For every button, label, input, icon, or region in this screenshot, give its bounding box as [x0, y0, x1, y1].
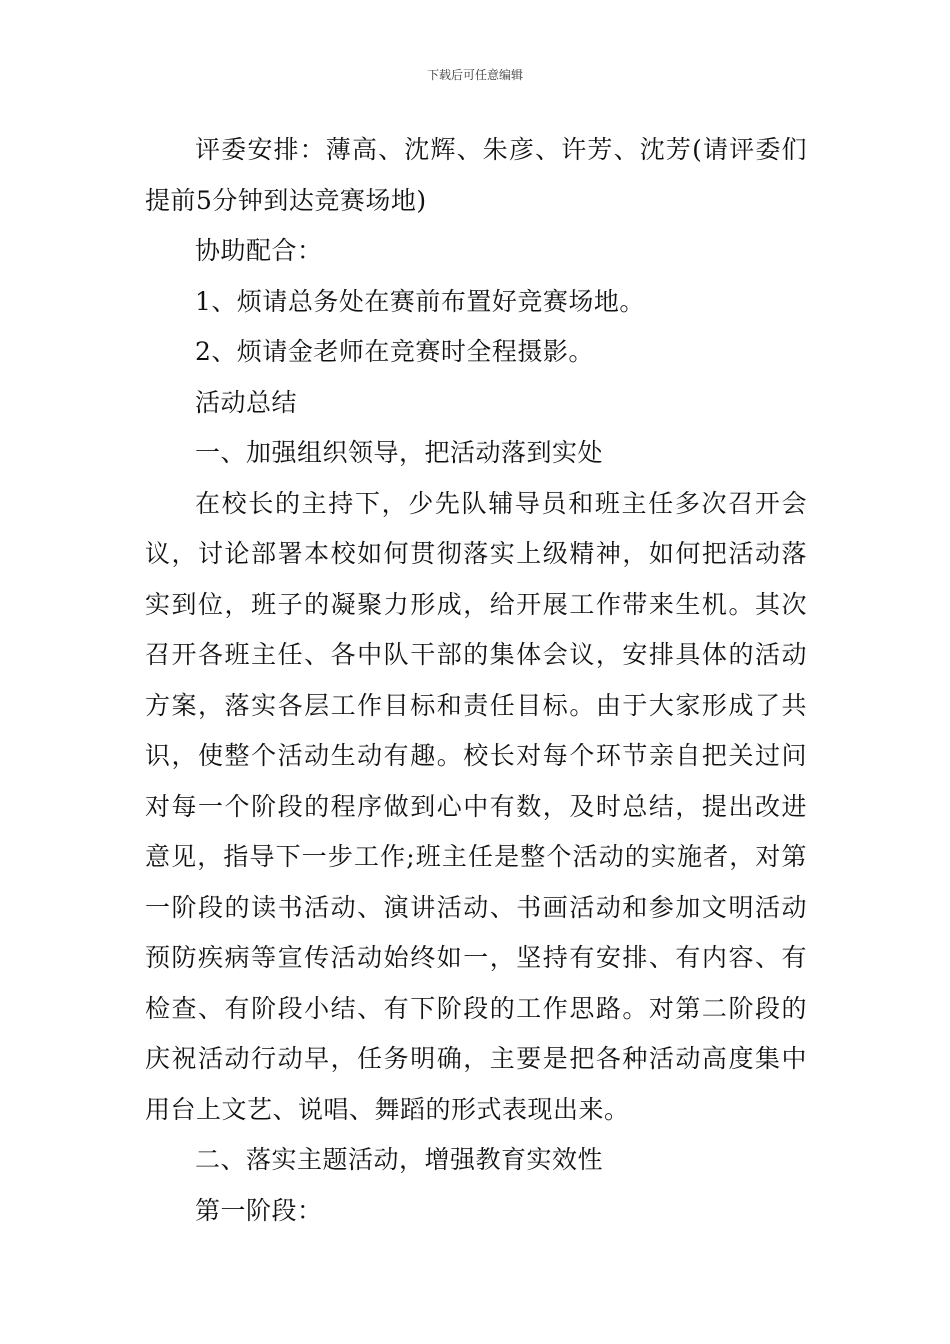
paragraph-cooperation-heading: 协助配合：	[195, 236, 323, 265]
section-heading-summary: 活动总结	[195, 387, 298, 417]
paragraph-stage-one: 第一阶段：	[195, 1195, 323, 1225]
paragraph-cooperation-item-1: 1、烦请总务处在赛前布置好竞赛场地。	[195, 286, 645, 316]
section-heading-one: 一、加强组织领导，把活动落到实处	[195, 438, 604, 467]
section-heading-two: 二、落实主题活动，增强教育实效性	[195, 1145, 604, 1174]
document-body	[145, 125, 807, 1236]
paragraph-cooperation-item-2: 2、烦请金老师在竞赛时全程摄影。	[195, 337, 594, 366]
paragraph-body: 在校长的主持下，少先队辅导员和班主任多次召开会议，讨论部署本校如何贯彻落实上级精神，如何把活动落实到位，班子的凝聚力形成，给开展工作带来生机。其次召开各班主任、各中队干部的集体会议，安排具体的活动方案，落实各层工作目标和责任目标。由于大家形成了共识，使整个活动生动有趣。校长对每个环节亲自把关过问对每一个阶段的程序做到心中有数，及时总结，提出改进意见，指导下一步工作;班主任是整个活动的实施者，对第一阶段的读书活动、演讲活动、书画活动和参加文明活动预防疾病等宣传活动始终如一，坚持有安排、有内容、有检查、有阶段小结、有下阶段的工作思路。对第二阶段的庆祝活动行动早，任务明确，主要是把各种活动高度集中用台上文艺、说唱、舞蹈的形式表现出来。	[145, 488, 807, 1124]
paragraph-judges: 评委安排：薄高、沈辉、朱彦、许芳、沈芳(请评委们提前5分钟到达竞赛场地)	[145, 135, 807, 215]
page-header: 下载后可任意编辑	[426, 68, 523, 82]
